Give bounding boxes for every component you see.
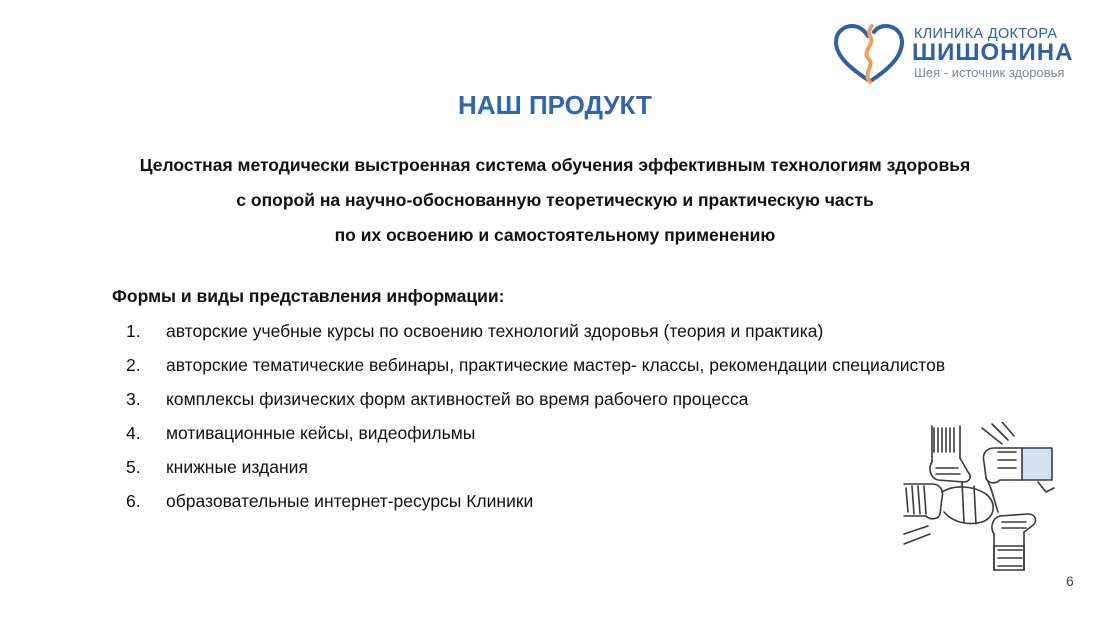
- intro-line: с опорой на научно-обоснованную теоретическую и практическую часть: [236, 190, 874, 210]
- list-item-text: авторские учебные курсы по освоению технологий здоровья (теория и практика): [166, 321, 824, 341]
- list-item-number: 3.: [126, 389, 141, 409]
- list-item: [126, 454, 945, 488]
- list-item-text: образовательные интернет-ресурсы Клиники: [166, 491, 534, 511]
- logo-tagline: Шея - источник здоровья: [914, 65, 1065, 80]
- slide-title: НАШ ПРОДУКТ: [458, 90, 652, 120]
- list-item: [126, 318, 945, 352]
- intro-line: по их освоению и самостоятельному применению: [334, 225, 776, 245]
- heart-spine-icon: [832, 22, 908, 86]
- list-item-text: мотивационные кейсы, видеофильмы: [166, 423, 476, 443]
- intro-text: [0, 148, 1110, 253]
- forms-list: [126, 318, 945, 522]
- intro-line: Целостная методически выстроенная система обучения эффективным технологиям здоровья: [139, 155, 971, 175]
- list-item: [126, 488, 945, 522]
- logo-line-name: ШИШОНИНА: [912, 39, 1074, 66]
- list-item: [126, 386, 945, 420]
- list-item-number: 4.: [126, 423, 141, 443]
- clinic-logo: [832, 22, 1102, 86]
- list-item: [126, 352, 945, 386]
- logo-line-clinic: КЛИНИКА ДОКТОРА: [914, 26, 1058, 42]
- list-item-number: 5.: [126, 457, 141, 477]
- joined-hands-icon: [902, 422, 1057, 574]
- list-item-number: 1.: [126, 321, 141, 341]
- list-item-text: комплексы физических форм активностей во время рабочего процесса: [166, 389, 749, 409]
- section-heading: Формы и виды представления информации:: [112, 286, 505, 306]
- list-item-text: авторские тематические вебинары, практические мастер- классы, рекомендации специалистов: [166, 355, 946, 375]
- list-item-number: 6.: [126, 491, 141, 511]
- list-item-number: 2.: [126, 355, 141, 375]
- page-number: 6: [1066, 573, 1074, 589]
- list-item-text: книжные издания: [166, 457, 308, 477]
- list-item: [126, 420, 945, 454]
